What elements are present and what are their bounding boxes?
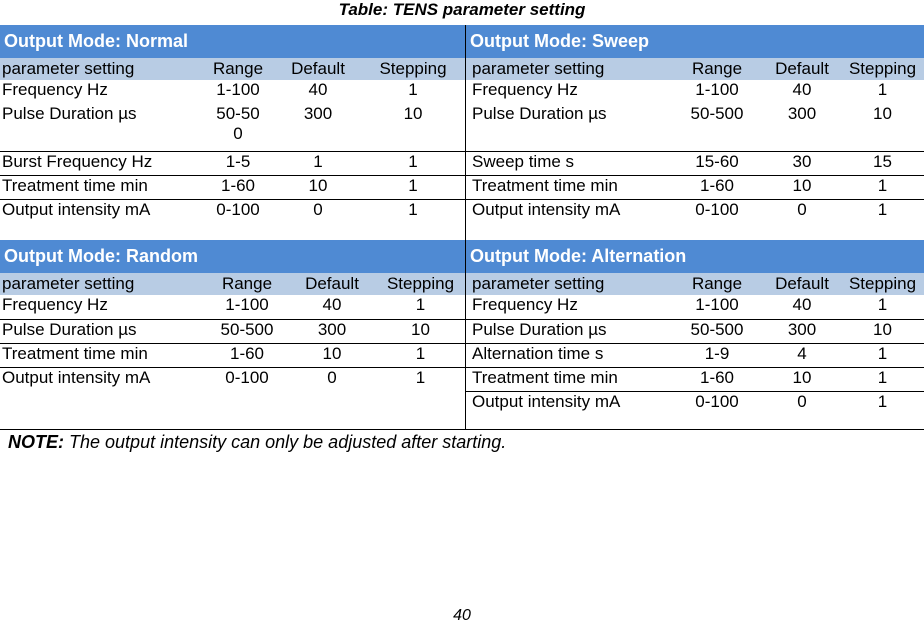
table-row: Sweep time s 15-60 30 15 [466,151,924,175]
table-row: Frequency Hz 1-100 40 1 [472,80,888,99]
col-range: Range [671,58,763,80]
table-row: Pulse Duration µs 50-500 300 10 [466,104,924,151]
note-text: The output intensity can only be adjusted after starting. [69,432,507,452]
table-title: Table: TENS parameter setting [338,0,586,19]
table-row: Frequency Hz 1-100 40 1 [0,295,466,319]
note-label: NOTE: [8,432,64,452]
col-range: Range [200,58,276,80]
table-row: Alternation time s 1-9 4 1 [466,343,924,367]
sweep-mode-table [466,25,924,223]
col-stepping: Stepping [841,58,924,80]
col-parameter: parameter setting [0,58,200,80]
table-row: Pulse Duration µs 50-500 300 10 [0,319,466,343]
mode-title-alternation: Output Mode: Alternation [466,240,924,273]
column-header-row [466,273,924,295]
col-stepping: Stepping [841,273,924,295]
column-header-row [0,58,466,80]
col-parameter: parameter setting [466,58,671,80]
col-default: Default [289,273,375,295]
table-row: Output intensity mA 0-100 0 1 [2,199,418,219]
table-bottom-border [0,429,924,430]
note [8,431,506,453]
table-row: Treatment time min 1-60 10 1 [466,175,924,199]
random-mode-table [0,240,466,415]
center-divider [465,25,466,430]
col-default: Default [276,58,360,80]
table-row: Frequency Hz 1-100 40 1 [466,295,924,319]
page-number: 40 [453,607,471,624]
table-row: Treatment time min 1-60 10 1 [466,367,924,391]
column-header-row [466,58,924,80]
table-row: Output intensity mA 0-100 0 1 [472,391,888,411]
table-row: Pulse Duration µs 50-500 300 10 [0,104,466,151]
table-row: Burst Frequency Hz 1-5 1 1 [0,151,466,175]
table-row: Pulse Duration µs 50-500 300 10 [466,319,924,343]
col-parameter: parameter setting [0,273,205,295]
col-default: Default [763,273,841,295]
table-row: Output intensity mA 0-100 0 1 [2,367,426,387]
table-row: Treatment time min 1-60 10 1 [0,343,466,367]
col-range: Range [671,273,763,295]
column-header-row [0,273,466,295]
table-row: Frequency Hz 1-100 40 1 [2,80,418,99]
col-range: Range [205,273,289,295]
table-row-empty [0,391,466,415]
table-row: Treatment time min 1-60 10 1 [0,175,466,199]
mode-title-sweep: Output Mode: Sweep [466,25,924,58]
alternation-mode-table [466,240,924,415]
mode-title-normal: Output Mode: Normal [0,25,466,58]
table-row: Output intensity mA 0-100 0 1 [472,199,888,219]
col-stepping: Stepping [375,273,466,295]
normal-mode-table [0,25,466,223]
col-default: Default [763,58,841,80]
col-parameter: parameter setting [466,273,671,295]
col-stepping: Stepping [360,58,466,80]
mode-title-random: Output Mode: Random [0,240,466,273]
